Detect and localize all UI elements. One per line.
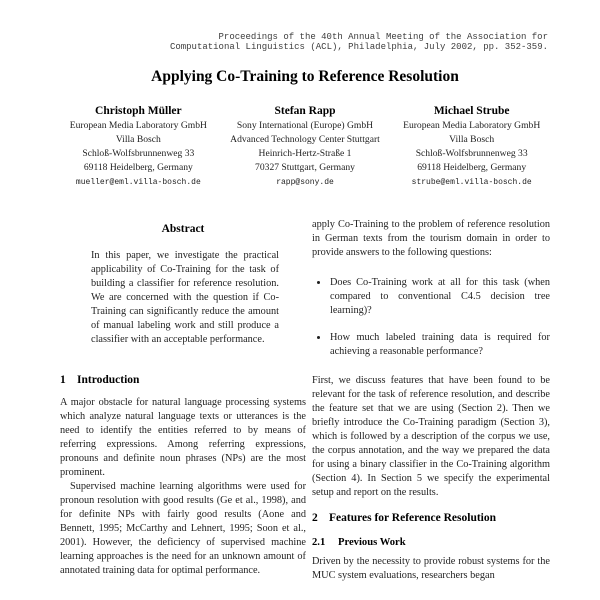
section-number: 2 [312,512,318,524]
subsection-label: Previous Work [338,537,406,548]
introduction-paragraph-1: A major obstacle for natural language processing systems which analyze natural language texts or utterances is the need to identify the entities referred to by means of referring expressions. Among referring expressions, pronouns and definite noun phrases (NPs) are the most prominent. [60,397,306,478]
author-email: rapp@sony.de [276,178,334,187]
section-label: Features for Reference Resolution [329,512,497,524]
author-affiliation-line: Schloß-Wolfsbrunnenweg 33 [82,148,195,159]
introduction-paragraph-2: Supervised machine learning algorithms were used for pronoun resolution with good results (Ge et al., 1998), and for definite NPs with fairly good results (Aone and Bennett, 1995; McCarthy and Lehnert, 1995; Soon et al., 2001). However, the deficiency of supervised machine learning approaches is the need for an unknown amount of annotated training data for optimal performance. [60,481,306,576]
author-affiliation-line: Schloß-Wolfsbrunnenweg 33 [415,148,528,159]
author-name: Michael Strube [433,105,510,117]
research-questions-list [312,276,550,359]
bullet-item: • How much labeled training data is required for achieving a reasonable performance? [329,331,550,359]
abstract-heading: Abstract [161,223,205,235]
overview-paragraph: First, we discuss features that have been found to be relevant for the task of reference resolution, and describe the feature set that we are using (Section 2). Then we briefly introduce the Co-Training paradigm (Section 3), which is followed by a description of the corpus we use, the corpus annotation, and the way we prepared the data for using a binary classifier in the Co-Training algorithm (Section 4). In Section 5 we specify the experimental setup and report on the results. [312,375,550,498]
author-affiliation-line: European Media Laboratory GmbH [403,120,541,131]
section-heading-features [312,512,550,525]
left-column [60,220,306,600]
author-card-1 [55,104,222,190]
author-email: mueller@eml.villa-bosch.de [75,178,201,187]
author-affiliation-line: 69118 Heidelberg, Germany [83,162,193,173]
section-heading-introduction [60,374,306,387]
author-affiliation-line: European Media Laboratory GmbH [69,120,207,131]
author-affiliation-line: Villa Bosch [115,134,161,145]
proceedings-note [40,32,548,52]
section-label: Introduction [77,374,140,386]
author-block [55,104,555,190]
paper-title: Applying Co-Training to Reference Resolution [151,68,459,85]
author-email: strube@eml.villa-bosch.de [411,178,532,187]
previous-work-paragraph: Driven by the necessity to provide robust systems for the MUC system evaluations, researchers began [312,556,550,581]
author-affiliation-line: 69118 Heidelberg, Germany [417,162,527,173]
abstract-text: In this paper, we investigate the practical applicability of Co-Training for the task of building a classifier for reference resolution. We are concerned with the question if Co-Training can significantly reduce the amount of manual labeling work and still produce a classifier with an acceptable performance. [91,250,279,345]
proceedings-line-2: Computational Linguistics (ACL), Philadelphia, July 2002, pp. 352-359. [169,42,548,52]
author-affiliation-line: 70327 Stuttgart, Germany [255,162,355,173]
subsection-number: 2.1 [312,537,326,548]
bullet-item: • Does Co-Training work at all for this task (when compared to conventional C4.5 decision tree learning)? [329,276,550,318]
author-affiliation-line: Villa Bosch [449,134,495,145]
author-affiliation-line: Heinrich-Hertz-Straße 1 [258,148,352,159]
author-card-2 [222,104,389,190]
section-number: 1 [60,374,66,386]
author-name: Christoph Müller [95,105,182,117]
proceedings-line-1: Proceedings of the 40th Annual Meeting of the Association for [218,32,548,42]
author-affiliation-line: Sony International (Europe) GmbH [236,120,374,131]
right-column-lead-paragraph: apply Co-Training to the problem of reference resolution in German texts from the tourism domain in order to provide answers to the following questions: [312,219,550,258]
author-name: Stefan Rapp [274,105,336,117]
right-column [312,218,550,600]
subsection-heading-previous-work [312,536,550,549]
author-card-3 [388,104,555,190]
author-affiliation-line: Advanced Technology Center Stuttgart [230,134,380,145]
